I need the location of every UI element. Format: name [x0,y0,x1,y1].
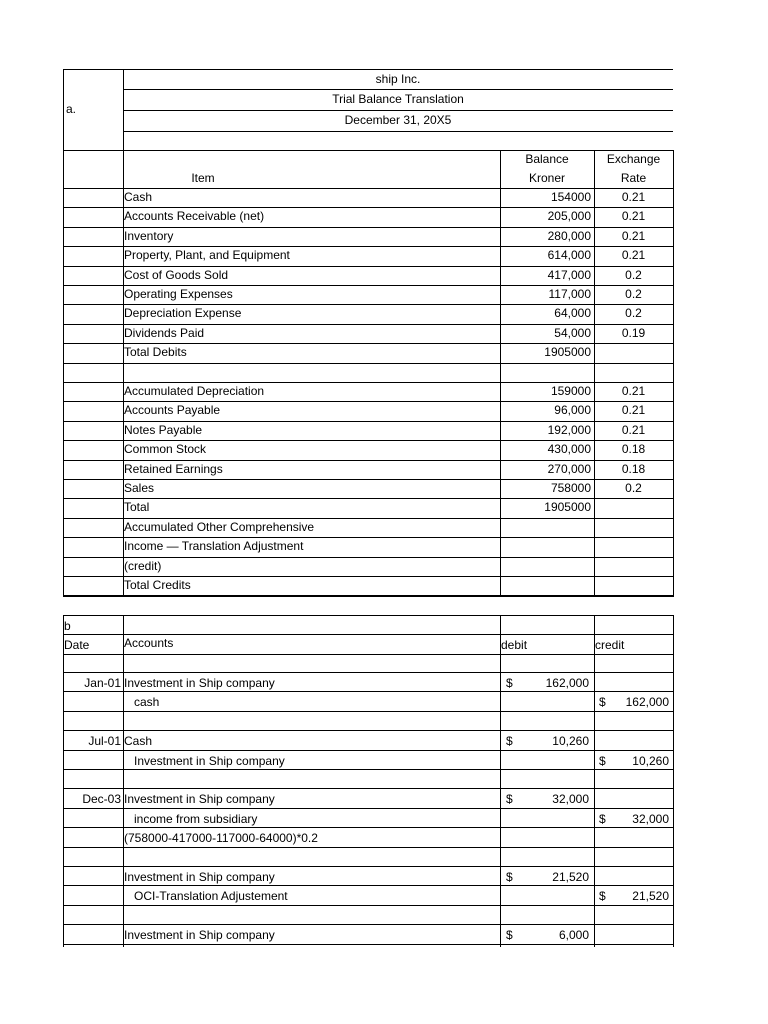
line-item-rate: 0.21 [621,403,646,418]
table-border [673,615,674,947]
line-item-rate: 0.21 [621,209,646,224]
line-item-label: Total Debits [124,345,187,360]
line-item-rate: 0.21 [621,228,646,243]
line-item-label: Inventory [124,228,174,243]
line-item-label: Accumulated Depreciation [124,384,265,398]
section-label-a: a. [66,102,77,116]
grid-line [63,944,673,945]
journal-credit: 32,000 [632,812,669,826]
line-item-label: Total Credits [124,578,191,592]
table-border [63,615,673,616]
line-item-label: Property, Plant, and Equipment [124,248,290,263]
line-item-label: Income — Translation Adjustment [124,539,304,554]
credit-currency-symbol: $ [599,754,606,768]
line-item-balance: 614,000 [547,248,591,263]
grid-line [63,207,673,208]
journal-credit: 21,520 [632,889,669,903]
line-item-rate: 0.2 [625,287,642,301]
grid-line [63,246,673,247]
line-item-rate: 0.2 [625,306,642,321]
grid-line [63,188,673,189]
debit-currency-symbol: $ [506,928,513,942]
grid-line [63,440,673,441]
line-item-label: Accumulated Other Comprehensive [124,519,315,534]
line-item-balance: 192,000 [547,422,591,437]
line-item-label: Notes Payable [124,422,203,437]
report-title: Trial Balance Translation [332,92,464,106]
grid-line [123,131,673,132]
line-item-label: Sales [124,481,155,495]
col-kroner-header: Kroner [528,171,566,185]
journal-account: Investment in Ship company [124,928,275,942]
grid-line [63,634,673,635]
line-item-rate: 0.2 [625,481,642,495]
journal-account: Investment in Ship company [134,754,285,768]
line-item-balance: 54,000 [554,325,591,340]
grid-line [123,89,673,90]
debit-currency-symbol: $ [506,792,513,806]
grid-line [63,150,673,151]
grid-line [63,769,673,770]
journal-debit: 21,520 [552,870,589,884]
grid-line [63,885,673,886]
line-item-balance: 205,000 [547,209,591,224]
journal-account: income from subsidiary [134,812,258,826]
debit-currency-symbol: $ [506,734,513,748]
table-border [63,69,64,597]
grid-line [63,730,673,731]
journal-account: Cash [124,734,153,748]
grid-line [63,808,673,809]
grid-line [63,498,673,499]
col-rate-header: Rate [620,171,647,185]
journal-credit: 10,260 [632,754,669,768]
grid-line [63,363,673,364]
grid-line [500,615,501,947]
col-item-header: Item [191,171,215,185]
line-item-label: Depreciation Expense [124,306,242,321]
journal-account: OCI-Translation Adjustement [134,889,288,903]
line-item-balance: 1905000 [544,500,591,515]
grid-line [63,343,673,344]
grid-line [63,654,673,655]
journal-date: Jul-01 [88,734,121,748]
line-item-label: Dividends Paid [124,325,205,340]
line-item-rate: 0.21 [621,422,646,437]
journal-debit: 162,000 [545,676,589,690]
col-debit-header: debit [501,638,528,652]
line-item-rate: 0.19 [621,325,646,340]
report-date: December 31, 20X5 [344,113,452,127]
col-accounts-header: Accounts [124,636,174,650]
grid-line [63,691,673,692]
section-label-b: b [64,619,71,633]
grid-line [63,750,673,751]
line-item-balance: 280,000 [547,228,591,243]
grid-line [63,285,673,286]
journal-account: Investment in Ship company [124,676,275,690]
line-item-balance: 117,000 [548,287,591,301]
grid-line [63,905,673,906]
line-item-label: Accounts Receivable (net) [124,209,265,224]
credit-currency-symbol: $ [599,812,606,826]
line-item-label: Cash [124,190,153,204]
line-item-balance: 758000 [550,481,591,495]
line-item-rate: 0.21 [621,384,646,398]
credit-currency-symbol: $ [599,695,606,709]
grid-line [63,788,673,789]
col-balance-header: Balance [525,152,569,166]
journal-date: Dec-03 [82,792,121,806]
line-item-balance: 159000 [550,384,591,398]
line-item-label: Retained Earnings [124,461,223,476]
grid-line [63,401,673,402]
line-item-balance: 154000 [550,190,591,204]
line-item-balance: 96,000 [554,403,591,418]
journal-date: Jan-01 [84,676,121,690]
journal-account: cash [134,695,160,709]
journal-credit: 162,000 [625,695,669,709]
line-item-label: (credit) [124,558,162,573]
grid-line [63,924,673,925]
table-border [63,615,64,947]
grid-line [63,866,673,867]
table-border [63,69,673,70]
table-border [673,150,674,597]
line-item-balance: 270,000 [547,461,591,476]
journal-debit: 32,000 [552,792,589,806]
debit-currency-symbol: $ [506,676,513,690]
line-item-label: Total [124,500,150,515]
grid-line [63,847,673,848]
col-credit-header: credit [595,638,625,652]
grid-line [63,672,673,673]
grid-line [63,576,673,577]
col-exchange-header: Exchange [606,152,661,166]
line-item-label: Common Stock [124,442,207,457]
line-item-balance: 430,000 [547,442,591,457]
line-item-label: Accounts Payable [124,403,221,418]
journal-account: Investment in Ship company [124,792,275,806]
line-item-rate: 0.18 [621,461,646,476]
grid-line [63,382,673,383]
line-item-rate: 0.18 [621,442,646,457]
table-border [63,596,673,597]
grid-line [63,537,673,538]
company-name: ship Inc. [375,72,421,86]
grid-line [63,479,673,480]
line-item-label: Cost of Goods Sold [124,267,229,282]
line-item-balance: 1905000 [544,345,591,360]
journal-debit: 6,000 [558,928,589,942]
grid-line [123,110,673,111]
credit-currency-symbol: $ [599,889,606,903]
grid-line [123,615,124,947]
journal-debit: 10,260 [552,734,589,748]
grid-line [63,711,673,712]
journal-account: (758000-417000-117000-64000)*0.2 [124,831,318,845]
line-item-label: Operating Expenses [124,287,233,301]
journal-account: Investment in Ship company [124,870,275,884]
grid-line [63,304,673,305]
line-item-rate: 0.21 [621,248,646,263]
debit-currency-symbol: $ [506,870,513,884]
grid-line [63,827,673,828]
line-item-balance: 64,000 [554,306,591,321]
line-item-rate: 0.2 [625,267,642,282]
line-item-balance: 417,000 [547,267,591,282]
line-item-rate: 0.21 [621,190,646,204]
col-date-header: Date [64,638,90,652]
